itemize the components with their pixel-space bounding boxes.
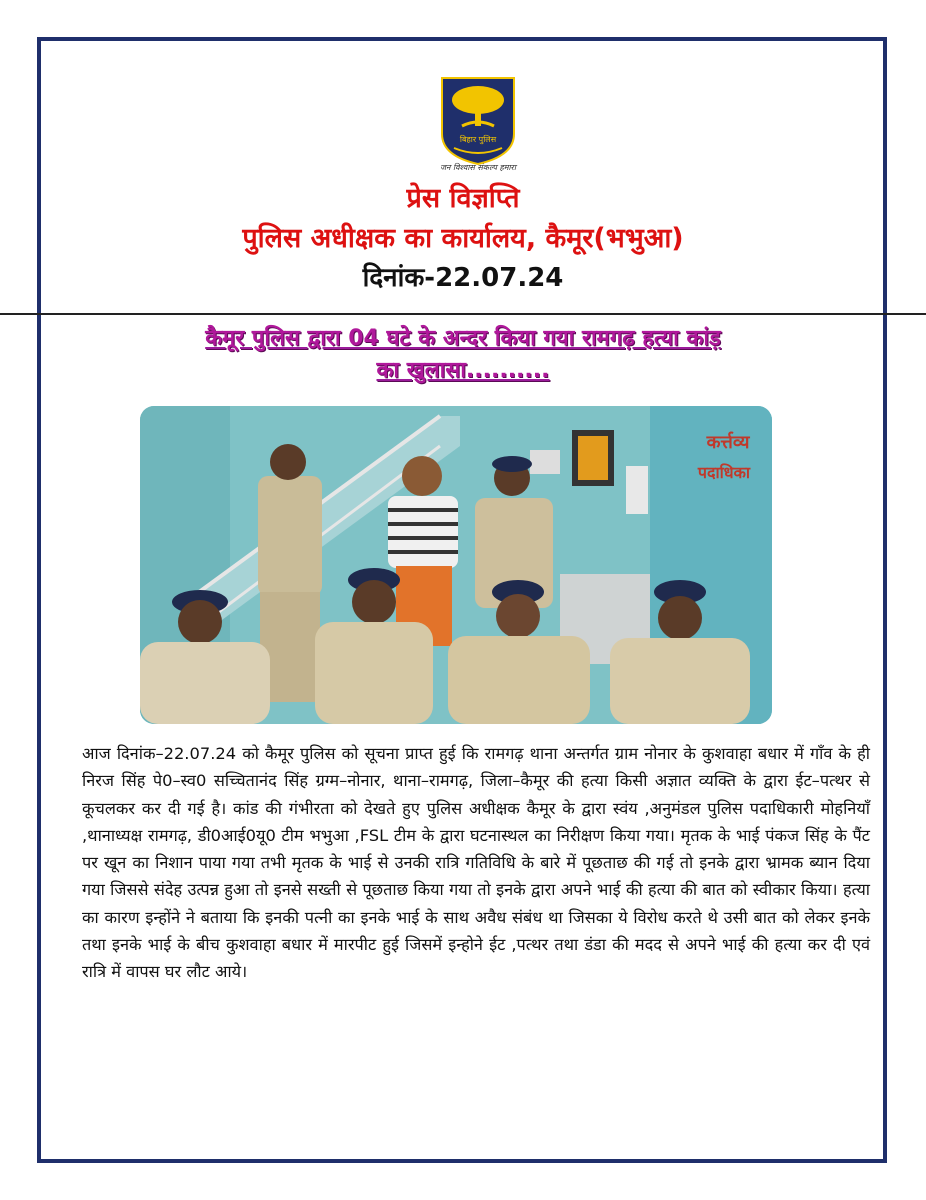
press-photo (140, 406, 772, 724)
office-title: पुलिस अधीक्षक का कार्यालय, कैमूर(भभुआ) (242, 223, 684, 254)
press-release-title: प्रेस विज्ञप्ति (406, 183, 520, 214)
wall-sign-line-1: कर्त्तव्य (706, 432, 750, 453)
bihar-police-logo (440, 76, 516, 166)
headline-line-1: कैमूर पुलिस द्वारा 04 घटे के अन्दर किया गया रामगढ़ हत्या कांड़ (205, 326, 721, 351)
logo-emblem-text: बिहार पुलिस (459, 135, 497, 144)
release-date: दिनांक-22.07.24 (362, 263, 564, 293)
headline-line-2: का खुलासा.......... (376, 358, 550, 383)
press-release-body: आज दिनांक–22.07.24 को कैमूर पुलिस को सूचना प्राप्त हुई कि रामगढ़ थाना अन्तर्गत ग्राम नोनार के कुशवाहा बधार में गाँव के ही निरज सिंह पे0–स्व0 सच्चितानंद सिंह ग्रग्म–नोनार, थाना–रामगढ़, जिला–कैमूर की हत्या किसी अज्ञात व्यक्ति के द्वारा ईट–पत्थर से कूचलकर कर दी गई है। कांड की गंभीरता को देखते हुए पुलिस अधीक्षक कैमूर के द्वारा स्वंय ,अनुमंडल पुलिस पदाधिकारी मोहनियाँ ,थानाध्यक्ष रामगढ़, डी0आई0यू0 टीम भभुआ ,FSL टीम के द्वारा घटनास्थल का निरीक्षण किया गया। मृतक के भाई पंकज सिंह के पैंट पर खून का निशान पाया गया तभी मृतक के भाई से उनकी रात्रि गतिविधि के बारे में पूछताछ की गई तो इनके द्वारा भ्रामक ब्यान दिया गया जिससे संदेह उत्पन्न हुआ तो इनसे सख्ती से पूछताछ किया गया तो इनके द्वारा अपने भाई की हत्या की बात को स्वीकार किया। हत्या का कारण इन्होंने ने बताया कि इनकी पत्नी का इनके भाई के साथ अवैध संबंध था जिसका ये विरोध करते थे उसी बात को लेकर इनके तथा इनके भाई के बीच कुशवाहा बधार में मारपीट हुई जिसमें इन्होने ईट ,पत्थर तथा डंडा की मदद से अपने भाई की हत्या कर दी एवं रात्रि में वापस घर लौट आये। (82, 744, 870, 982)
wall-sign-line-2: पदाधिका (697, 463, 751, 482)
divider (0, 313, 926, 315)
logo-motto: जन विश्वास संकल्प हमारा (440, 163, 516, 172)
